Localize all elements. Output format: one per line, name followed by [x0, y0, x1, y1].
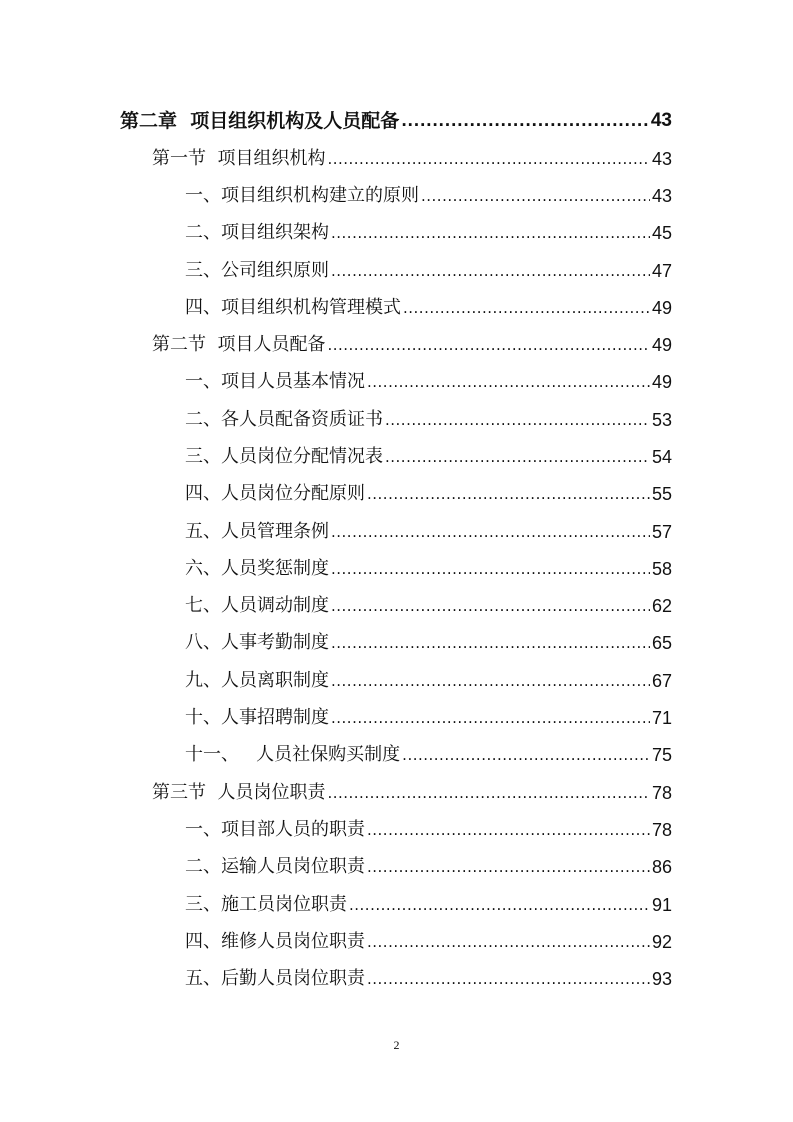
toc-leader-dots [385, 446, 650, 468]
toc-entry-page: 62 [651, 596, 672, 616]
toc-entry-page: 78 [651, 783, 672, 803]
toc-entry[interactable] [185, 218, 672, 244]
toc-entry[interactable] [185, 256, 672, 282]
toc-entry[interactable] [185, 367, 672, 393]
toc-leader-dots [367, 968, 650, 990]
toc-entry-page: 43 [651, 186, 672, 206]
toc-entry-page: 54 [651, 447, 672, 467]
toc-leader-dots [367, 371, 650, 393]
toc-entry-label: 九、人员离职制度 [185, 670, 329, 691]
toc-entry-label: 第三节 人员岗位职责 [152, 782, 326, 803]
toc-entry-label: 一、项目部人员的职责 [185, 819, 365, 840]
toc-entry[interactable] [120, 106, 672, 132]
toc-leader-dots [331, 260, 650, 282]
toc-entry-label: 七、人员调动制度 [185, 595, 329, 616]
toc-entry-label: 一、项目人员基本情况 [185, 371, 365, 392]
toc-entry-page: 43 [651, 149, 672, 169]
toc-entry-label: 四、维修人员岗位职责 [185, 931, 365, 952]
toc-leader-dots [331, 595, 650, 617]
toc-entry[interactable] [152, 778, 672, 804]
toc-entry[interactable] [185, 927, 672, 953]
toc-entry-label: 二、项目组织架构 [185, 222, 329, 243]
toc-entry[interactable] [185, 517, 672, 543]
toc-entry-page: 43 [650, 110, 672, 131]
toc-leader-dots [331, 707, 650, 729]
toc-entry[interactable] [152, 144, 672, 170]
toc-leader-dots [401, 110, 649, 132]
toc-entry-label: 四、人员岗位分配原则 [185, 483, 365, 504]
toc-leader-dots [331, 670, 650, 692]
toc-entry[interactable] [185, 852, 672, 878]
toc-leader-dots [403, 297, 650, 319]
toc-entry-page: 45 [651, 223, 672, 243]
toc-entry-page: 55 [651, 484, 672, 504]
toc-entry-page: 65 [651, 633, 672, 653]
toc-leader-dots [331, 558, 650, 580]
toc-entry[interactable] [185, 703, 672, 729]
toc-entry[interactable] [185, 479, 672, 505]
toc-entry-page: 71 [651, 708, 672, 728]
toc-entry[interactable] [185, 554, 672, 580]
toc-leader-dots [421, 185, 650, 207]
toc-entry[interactable] [185, 293, 672, 319]
toc-leader-dots [385, 409, 650, 431]
toc-entry-page: 75 [651, 745, 672, 765]
toc-leader-dots [327, 782, 650, 804]
toc-entry[interactable] [152, 330, 672, 356]
toc-leader-dots [367, 819, 650, 841]
toc-entry-page: 47 [651, 261, 672, 281]
toc-entry[interactable] [185, 628, 672, 654]
toc-entry-page: 49 [651, 298, 672, 318]
toc-entry[interactable] [185, 890, 672, 916]
toc-entry-label: 三、公司组织原则 [185, 260, 329, 281]
toc-entry-label: 一、项目组织机构建立的原则 [185, 185, 419, 206]
toc-leader-dots [367, 931, 650, 953]
toc-entry[interactable] [185, 591, 672, 617]
toc-entry-page: 49 [651, 335, 672, 355]
toc-entry-page: 67 [651, 671, 672, 691]
toc-leader-dots [402, 744, 650, 766]
toc-entry[interactable] [185, 964, 672, 990]
toc-entry-page: 78 [651, 820, 672, 840]
toc-leader-dots [327, 334, 650, 356]
toc-leader-dots [331, 632, 650, 654]
toc-entry-page: 58 [651, 559, 672, 579]
toc-entry[interactable] [185, 442, 672, 468]
toc-entry-label: 二、运输人员岗位职责 [185, 856, 365, 877]
toc-entry-page: 53 [651, 410, 672, 430]
toc-entry-page: 92 [651, 932, 672, 952]
toc-entry[interactable] [185, 181, 672, 207]
toc-entry-page: 91 [651, 895, 672, 915]
toc-entry-label: 八、人事考勤制度 [185, 632, 329, 653]
toc-entry-page: 57 [651, 522, 672, 542]
toc-entry-page: 49 [651, 372, 672, 392]
toc-entry-label: 第二节 项目人员配备 [152, 334, 326, 355]
toc-entry-label: 三、施工员岗位职责 [185, 894, 347, 915]
toc-leader-dots [327, 148, 650, 170]
toc-entry-label: 十、人事招聘制度 [185, 707, 329, 728]
page-number: 2 [393, 1038, 400, 1052]
toc-entry-label: 十一、 人员社保购买制度 [185, 744, 401, 765]
toc-leader-dots [367, 483, 650, 505]
toc-entry-label: 五、人员管理条例 [185, 521, 329, 542]
toc-entry-label: 四、项目组织机构管理模式 [185, 297, 401, 318]
toc-entry-label: 六、人员奖惩制度 [185, 558, 329, 579]
toc-entry[interactable] [185, 666, 672, 692]
toc-leader-dots [349, 894, 650, 916]
toc-entry[interactable] [185, 740, 672, 766]
toc-entry-label: 三、人员岗位分配情况表 [185, 446, 383, 467]
toc-entry-page: 93 [651, 969, 672, 989]
toc-entry[interactable] [185, 405, 672, 431]
toc-entry-label: 第一节 项目组织机构 [152, 148, 326, 169]
toc-leader-dots [367, 856, 650, 878]
toc-entry-label: 第二章 项目组织机构及人员配备 [120, 110, 400, 132]
toc-entry-page: 86 [651, 857, 672, 877]
toc-entry-label: 五、后勤人员岗位职责 [185, 968, 365, 989]
toc-leader-dots [331, 521, 650, 543]
toc-entry[interactable] [185, 815, 672, 841]
toc-leader-dots [331, 222, 650, 244]
toc-entry-label: 二、各人员配备资质证书 [185, 409, 383, 430]
